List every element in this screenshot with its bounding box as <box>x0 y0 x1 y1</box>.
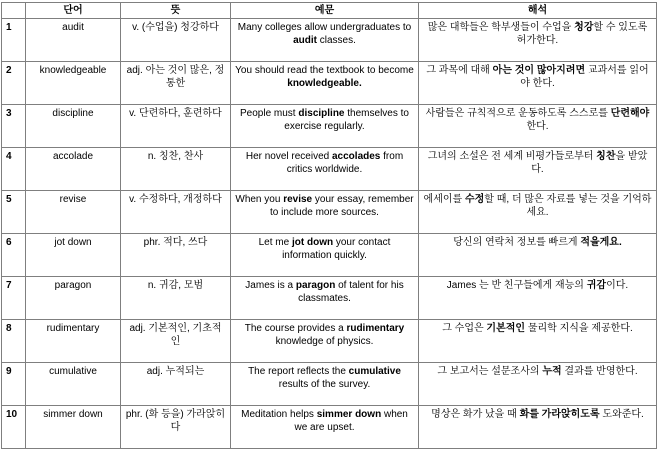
sentence-text: when we are upset. <box>294 409 408 433</box>
translation-text: 그녀의 소설은 전 세계 비평가들로부터 <box>427 151 597 162</box>
sentence-text: your contact information quickly. <box>282 237 391 261</box>
vocab-word: accolade <box>26 148 121 191</box>
highlighted-term: 화를 가라앉히도록 <box>519 409 600 420</box>
vocab-word: paragon <box>26 277 121 320</box>
table-row <box>2 320 657 363</box>
translation-text: 을 받았다. <box>531 151 648 175</box>
row-number: 8 <box>2 320 26 363</box>
header-number <box>2 3 26 19</box>
header-example: 예문 <box>231 3 419 19</box>
word-meaning: v. 단련하다, 훈련하다 <box>121 105 231 148</box>
word-meaning: adj. 누적되는 <box>121 363 231 406</box>
word-meaning: v. 수정하다, 개정하다 <box>121 191 231 234</box>
row-number: 6 <box>2 234 26 277</box>
translation-text: 사람들은 규칙적으로 운동하도록 스스로를 <box>425 108 611 119</box>
row-number: 4 <box>2 148 26 191</box>
example-sentence <box>231 363 419 406</box>
translation-text: 물리학 지식을 제공한다. <box>525 323 633 334</box>
korean-translation <box>419 234 657 277</box>
korean-translation <box>419 406 657 449</box>
sentence-text: People must <box>240 108 299 119</box>
korean-translation <box>419 277 657 320</box>
translation-text: 교과서를 읽어야 한다. <box>520 65 649 89</box>
word-meaning: phr. (화 등을) 가라앉히다 <box>121 406 231 449</box>
row-number: 2 <box>2 62 26 105</box>
sentence-text: You should read the textbook to become <box>235 65 414 76</box>
word-meaning: adj. 아는 것이 많은, 정통한 <box>121 62 231 105</box>
highlighted-term: 단련해야 <box>610 108 650 119</box>
example-sentence <box>231 62 419 105</box>
sentence-text: The course provides a <box>244 323 347 334</box>
sentence-text: Many colleges allow undergraduates <box>237 22 403 33</box>
vocabulary-table <box>1 2 657 449</box>
highlighted-term: revise <box>283 194 313 205</box>
korean-translation <box>419 105 657 148</box>
translation-text: James 는 반 친구들에게 재능의 <box>446 280 587 291</box>
korean-translation <box>419 191 657 234</box>
vocab-word: jot down <box>26 234 121 277</box>
sentence-text: your essay, remember to include more sources. <box>270 194 414 218</box>
vocab-word: revise <box>26 191 121 234</box>
example-sentence <box>231 320 419 363</box>
word-meaning: v. (수업을) 청강하다 <box>121 19 231 62</box>
highlighted-term: 누적 <box>542 366 562 377</box>
highlighted-term: 기본적인 <box>486 323 526 334</box>
sentence-text: classes. <box>316 35 356 46</box>
table-row <box>2 19 657 62</box>
table-row <box>2 277 657 320</box>
row-number: 9 <box>2 363 26 406</box>
korean-translation <box>419 19 657 62</box>
word-meaning: n. 칭찬, 찬사 <box>121 148 231 191</box>
highlighted-term: rudimentary <box>346 323 405 334</box>
sentence-text: James is a <box>245 280 296 291</box>
translation-text: 도와준다. <box>599 409 644 420</box>
word-meaning: n. 귀감, 모범 <box>121 277 231 320</box>
word-meaning: phr. 적다, 쓰다 <box>121 234 231 277</box>
highlighted-term: 적을게요. <box>580 237 622 248</box>
sentence-text: of talent for his classmates. <box>298 280 404 304</box>
header-row <box>2 3 657 19</box>
highlighted-term: cumulative <box>348 366 401 377</box>
sentence-text: knowledge of physics. <box>275 336 374 347</box>
header-meaning: 뜻 <box>121 3 231 19</box>
translation-text: 명상은 화가 났을 때 <box>431 409 520 420</box>
translation-text: 그 수업은 <box>442 323 487 334</box>
highlighted-term: 칭찬 <box>596 151 616 162</box>
row-number: 5 <box>2 191 26 234</box>
translation-text: 할 때, 더 많은 자료를 넣는 것을 기억하세요. <box>484 194 652 218</box>
example-sentence <box>231 191 419 234</box>
table-row <box>2 234 657 277</box>
korean-translation <box>419 320 657 363</box>
translation-text: 결과를 반영한다. <box>561 366 638 377</box>
example-sentence <box>231 148 419 191</box>
example-sentence <box>231 406 419 449</box>
highlighted-term: audit <box>293 35 317 46</box>
highlighted-term: 청강 <box>574 22 594 33</box>
korean-translation <box>419 62 657 105</box>
highlighted-term: 귀감 <box>586 280 607 291</box>
example-sentence <box>231 105 419 148</box>
highlighted-term: paragon <box>295 280 336 291</box>
vocab-word: discipline <box>26 105 121 148</box>
table-row <box>2 62 657 105</box>
sentence-text: results of the survey. <box>278 379 371 390</box>
vocab-word: rudimentary <box>26 320 121 363</box>
table-row <box>2 191 657 234</box>
row-number: 1 <box>2 19 26 62</box>
table-row <box>2 363 657 406</box>
row-number: 10 <box>2 406 26 449</box>
header-word: 단어 <box>26 3 121 19</box>
highlighted-term: knowledgeable. <box>287 78 362 89</box>
vocab-word: simmer down <box>26 406 121 449</box>
word-meaning: adj. 기본적인, 기초적인 <box>121 320 231 363</box>
example-sentence <box>231 277 419 320</box>
row-number: 3 <box>2 105 26 148</box>
vocab-word: audit <box>26 19 121 62</box>
header-translation: 해석 <box>419 3 657 19</box>
translation-text: 많은 대학들은 학부생들이 수업을 <box>427 22 575 33</box>
sentence-text: to <box>402 22 412 33</box>
sentence-text: Let me <box>258 237 292 248</box>
sentence-text: When you <box>235 194 284 205</box>
table-row <box>2 105 657 148</box>
translation-text: 할 수 있도록 허가한다. <box>516 22 648 46</box>
translation-text: 에세이를 <box>423 194 465 205</box>
translation-text: 한다. <box>526 121 549 132</box>
sentence-text: themselves to exercise regularly. <box>284 108 409 132</box>
sentence-text: Her novel received <box>245 151 332 162</box>
sentence-text: Meditation helps <box>241 409 317 420</box>
translation-text: 이다. <box>606 280 629 291</box>
sentence-text: The report reflects the <box>248 366 349 377</box>
table-row <box>2 406 657 449</box>
example-sentence <box>231 234 419 277</box>
example-sentence <box>231 19 419 62</box>
translation-text: 그 과목에 대해 <box>426 65 493 76</box>
highlighted-term: accolades <box>332 151 381 162</box>
highlighted-term: 수정 <box>464 194 485 205</box>
highlighted-term: 아는 것이 많아지려면 <box>492 65 586 76</box>
vocab-word: knowledgeable <box>26 62 121 105</box>
translation-text: 당신의 연락처 정보를 빠르게 <box>453 237 581 248</box>
vocab-word: cumulative <box>26 363 121 406</box>
row-number: 7 <box>2 277 26 320</box>
korean-translation <box>419 363 657 406</box>
korean-translation <box>419 148 657 191</box>
highlighted-term: discipline <box>298 108 345 119</box>
highlighted-term: simmer down <box>316 409 382 420</box>
table-row <box>2 148 657 191</box>
sentence-text: from critics worldwide. <box>286 151 404 175</box>
translation-text: 그 보고서는 설문조사의 <box>437 366 543 377</box>
highlighted-term: jot down <box>291 237 334 248</box>
